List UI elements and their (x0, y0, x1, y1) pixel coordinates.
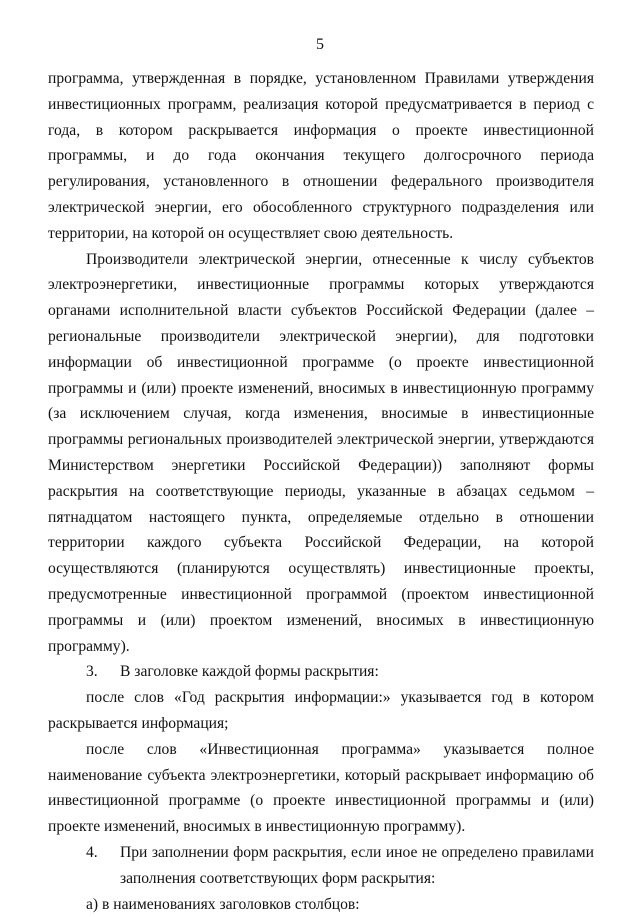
item-number: 4. (48, 840, 120, 892)
paragraph-subitem-a: а) в наименованиях заголовков столбцов: (48, 892, 594, 917)
paragraph-continuation: программа, утвержденная в порядке, установленном Правилами утверждения инвестиционных программ, реализация которой предусматривается в период с года, в котором раскрывается информация о проекте инвестиционной программы, и до года окончания текущего долгосрочного периода регулирования, установленного в отношении федерального производителя электрической энергии, его обособленного структурного подразделения или территории, на которой он осуществляет свою деятельность. (48, 66, 594, 247)
item-text: При заполнении форм раскрытия, если иное не определено правилами заполнения соответствующих форм раскрытия: (120, 840, 594, 892)
page-number: 5 (0, 36, 640, 54)
paragraph-regional-producers: Производители электрической энергии, отнесенные к числу субъектов электроэнергетики, инвестиционные программы которых утверждаются органами исполнительной власти субъектов Российской Федерации (далее – региональные производители электрической энергии), для подготовки информации об инвестиционной программе (о проекте инвестиционной программы и (или) проекте изменений, вносимых в инвестиционную программу (за исключением случая, когда изменения, вносимые в инвестиционные программы региональных производителей электрической энергии, утверждаются Министерством энергетики Российской Федерации)) заполняют формы раскрытия на соответствующие периоды, указанные в абзацах седьмом – пятнадцатом настоящего пункта, определяемые отдельно в отношении территории каждого субъекта Российской Федерации, на которой осуществляются (планируются осуществлять) инвестиционные проекты, предусмотренные инвестиционной программой (проектом инвестиционной программы и (или) проектом изменений, вносимых в инвестиционную программу). (48, 247, 594, 660)
item-text: В заголовке каждой формы раскрытия: (120, 659, 594, 685)
numbered-item-3 (48, 659, 594, 685)
paragraph-investment-program-name: после слов «Инвестиционная программа» указывается полное наименование субъекта электроэнергетики, который раскрывает информацию об инвестиционной программе (о проекте инвестиционной программы и (или) проекте изменений, вносимых в инвестиционную программу). (48, 737, 594, 840)
document-body (48, 66, 594, 917)
paragraph-year-disclosure: после слов «Год раскрытия информации:» указывается год в котором раскрывается информация; (48, 685, 594, 737)
item-number: 3. (48, 659, 120, 685)
numbered-item-4 (48, 840, 594, 892)
